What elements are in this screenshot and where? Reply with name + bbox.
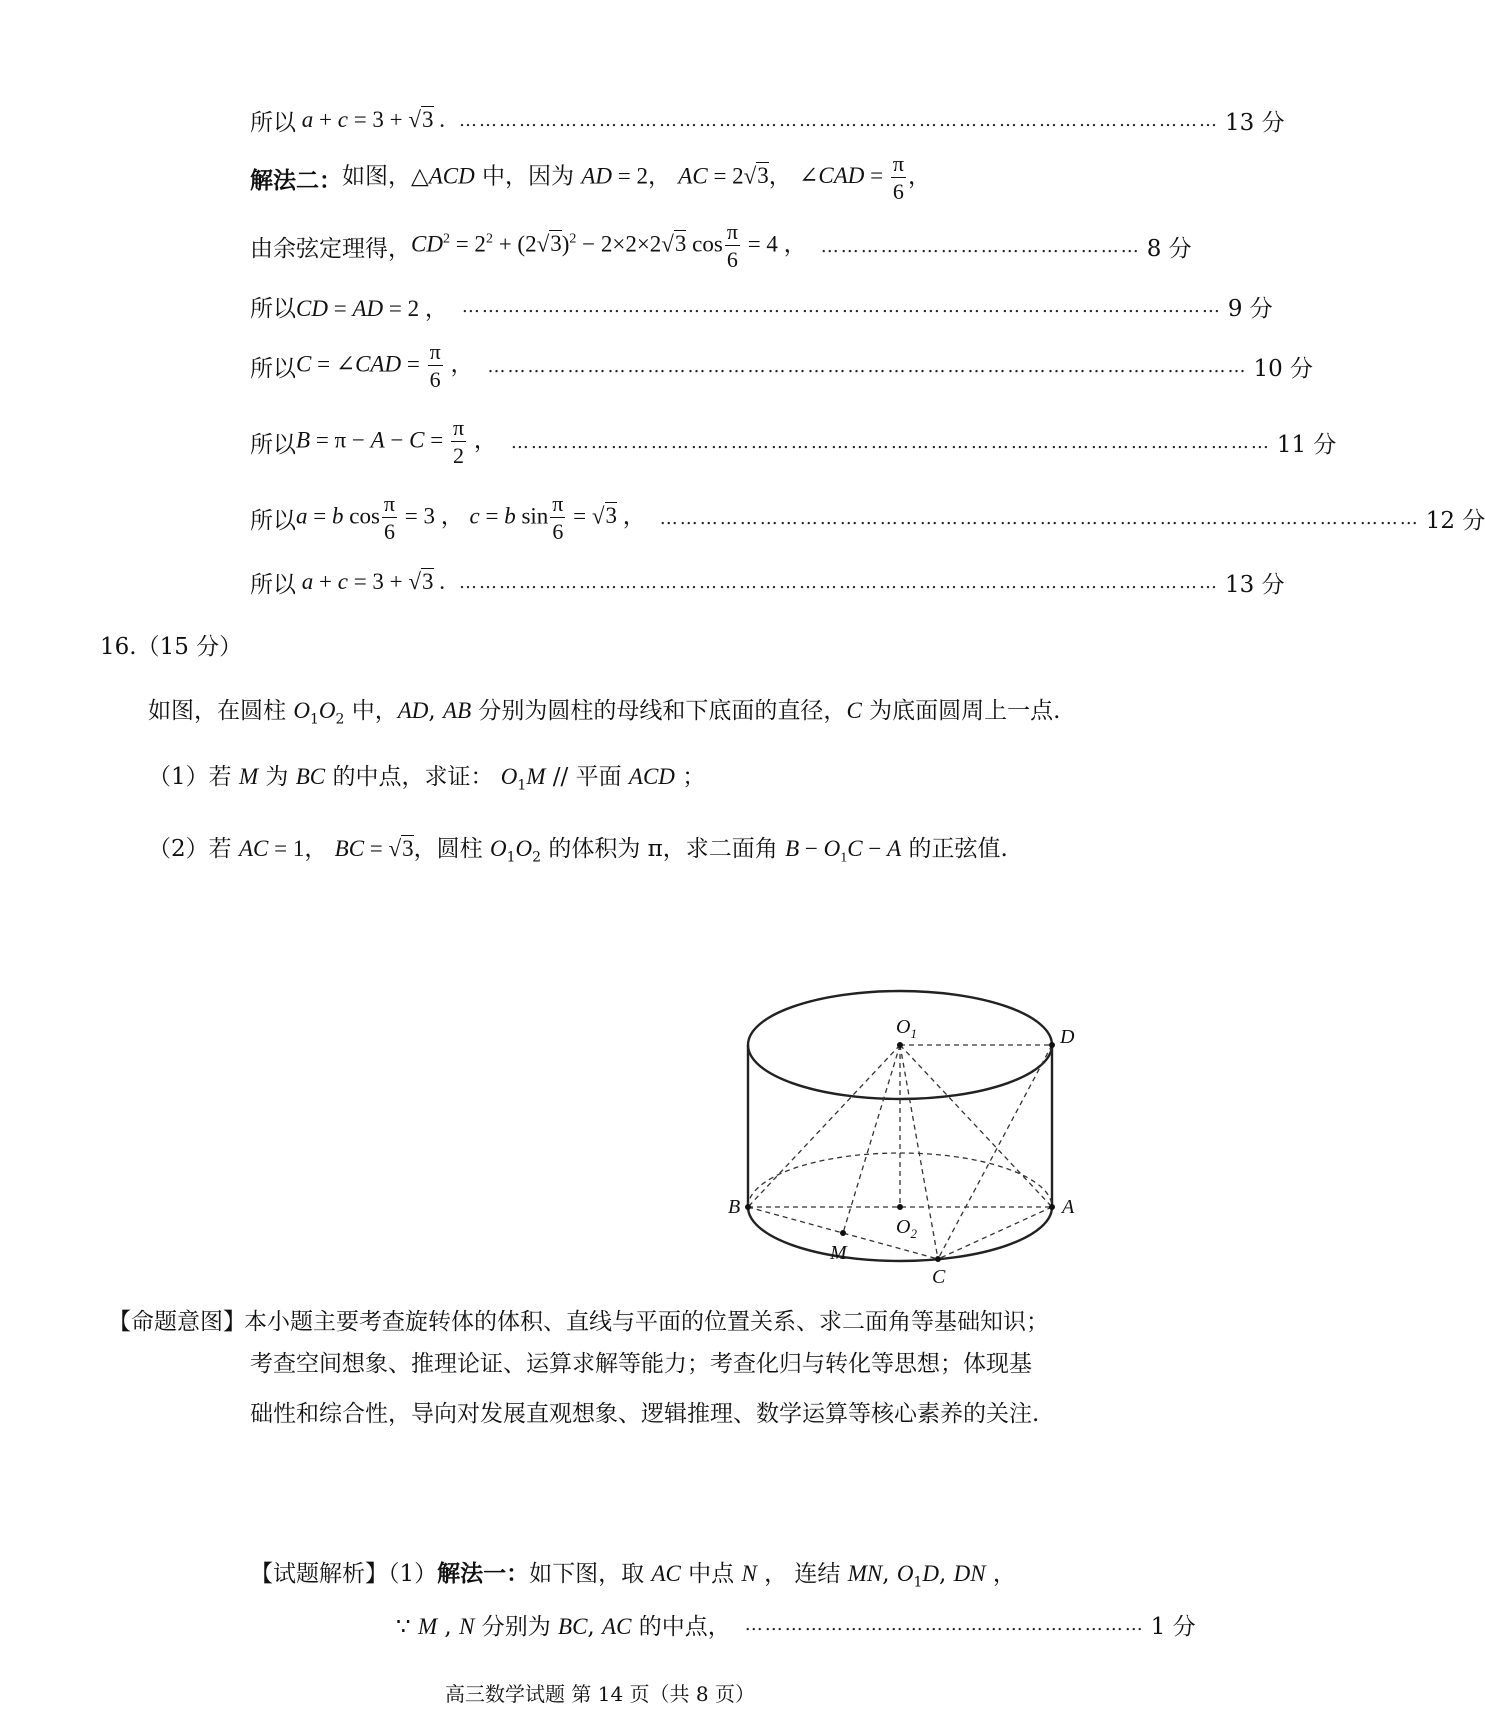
leader-dots: …………………………………………………………………………………………………… [487,355,1248,377]
leader-dots: …………………………………………………………………………………………………… [459,571,1220,593]
segment-DC [938,1045,1052,1259]
line-prefix: 所以 [250,295,296,322]
analysis-method: 解法一： [437,1560,530,1587]
point-C [935,1256,941,1262]
solution-line-7 [250,488,1485,548]
point-B [745,1204,751,1210]
line-prefix: 所以 [250,507,296,534]
problem-part-2: （2）若 AC = 1， BC = √3，圆柱 $O_1O_2$ 的体积为 π，求二面角 $B - O_1C - A$ 的正弦值. [148,836,1008,866]
cylinder-figure [700,985,1100,1288]
point-A [1049,1204,1055,1210]
math-expression: B = π − A − C = $\frac{\pi}{2}$ ， [296,415,497,468]
analysis-text-2: ∵ M , N 分别为 BC, AC 的中点， [396,1613,731,1640]
points: 13 分 [1225,109,1285,136]
line-prefix: 所以 [250,355,296,382]
points: 13 分 [1225,571,1285,598]
intent-line-2: 考查空间想象、推理论证、运算求解等能力；考查化归与转化等思想；体现基 [250,1351,1032,1377]
math-expression: a + c = 3 + √3 . [301,569,446,594]
math-expression: C = ∠CAD = $\frac{\pi}{6}$ ， [296,339,474,392]
line-prefix: 所以 [250,571,296,598]
label-O1: $O_1$ [896,1016,917,1041]
intent-line-3: 础性和综合性，导向对发展直观想象、逻辑推理、数学运算等核心素养的关注. [250,1401,1040,1427]
solution-line-3 [250,216,1192,276]
leader-dots: ………………………………………… [820,235,1141,257]
point-D [1049,1042,1055,1048]
label-C: C [932,1266,946,1288]
label-B: B [728,1196,741,1218]
math-expression: $CD^2 = 2^2 + (2√3)^2 - 2\times 2\times 2√3$ cos $\frac{\pi}{6}$ = 4 ， [411,219,807,272]
problem-number: 16.（15 分） [100,634,243,660]
method-label: 解法二： [250,166,342,194]
points: 11 分 [1276,431,1337,458]
solution-line-2 [250,148,1092,208]
point-O2 [897,1204,903,1210]
points: 12 分 [1425,507,1485,534]
leader-dots: …………………………………………………………………………………………………… [510,431,1271,453]
math-expression: a = b cos $\frac{\pi}{6}$ = 3 ， c = b sin $\frac{\pi}{6}$ = √3 ， [296,491,646,544]
points: 8 分 [1146,235,1192,262]
analysis-line-1 [250,1555,1016,1591]
line-prefix: 所以 [250,431,296,458]
points: 10 分 [1253,355,1314,382]
intent-line-1: 本小题主要考查旋转体的体积、直线与平面的位置关系、求二面角等基础知识； [244,1309,1049,1335]
segment-O1B [748,1045,900,1207]
points: 1 分 [1150,1613,1196,1640]
line-prefix: 所以 [250,109,296,136]
solution-line-6 [250,412,1337,472]
point-M [840,1230,846,1236]
page-footer: 高三数学试题 第 14 页（共 8 页） [445,1682,755,1706]
line-prefix: 由余弦定理得， [250,235,411,262]
leader-dots: …………………………………………………………………………………………………… [461,295,1222,317]
solution-line-4 [250,276,1273,336]
leader-dots: …………………………………………………………………………………………………… [659,507,1420,529]
label-O2: $O_2$ [896,1216,917,1241]
method-text: 如图，△ACD 中，因为 AD = 2， AC = 2√3， ∠CAD = $\frac{\pi}{6}$ ， [342,151,931,204]
segment-O1M [843,1045,900,1233]
leader-dots: …………………………………………………… [744,1613,1145,1635]
analysis-line-2 [396,1594,1196,1654]
analysis-part: （1） [388,1561,438,1587]
analysis-text: 如下图，取 AC 中点 N ， 连结 MN, $O_1D$, DN ， [529,1561,1016,1591]
solution-line-1 [250,90,1285,150]
label-D: D [1060,1026,1075,1048]
problem-part-1: （1）若 M 为 BC 的中点，求证： $O_1M$ // 平面 ACD ； [148,764,706,794]
analysis-label: 【试题解析】 [250,1561,388,1587]
segment-O1A [900,1045,1052,1207]
solution-line-8 [250,552,1285,612]
label-M: M [830,1242,847,1264]
math-expression: a + c = 3 + √3 . [301,107,446,132]
problem-statement: 如图，在圆柱 $O_1O_2$ 中，AD, AB 分别为圆柱的母线和下底面的直径，C 为底面圆周上一点. [148,698,1061,728]
label-A: A [1062,1196,1075,1218]
leader-dots: …………………………………………………………………………………………………… [459,109,1220,131]
intent-label: 【命题意图】 [108,1309,246,1335]
solution-line-5 [250,336,1314,396]
points: 9 分 [1227,295,1273,322]
point-O1 [897,1042,903,1048]
math-expression: CD = AD = 2 ， [296,295,448,321]
